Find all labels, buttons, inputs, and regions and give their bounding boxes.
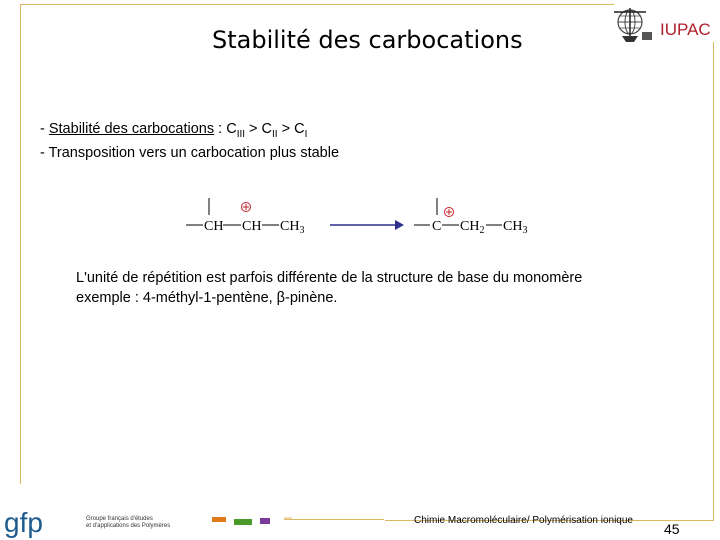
bullet-underlined-text: Stabilité des carbocations <box>48 121 215 137</box>
org-line-1: Groupe français d'études <box>86 516 153 522</box>
reaction-c-cation: C <box>432 219 442 234</box>
org-line-2: et d'applications des Polymères <box>86 523 171 529</box>
svg-text:gfp: gfp <box>4 508 43 538</box>
bullet-stability <box>40 120 339 144</box>
gfp-logo-icon <box>4 508 84 538</box>
page-number: 45 <box>664 521 680 537</box>
frame-left-line <box>20 4 21 484</box>
note-line-2: exemple : 4-méthyl-1-pentène, β-pinène. <box>76 290 338 306</box>
bullet-transposition: - Transposition vers un carbocation plus stable <box>40 144 340 161</box>
gt-c: > C <box>277 121 305 137</box>
gfp-org-name <box>86 516 170 530</box>
bullet-prefix: - <box>40 121 49 137</box>
carbon-sub-i: I <box>304 128 308 140</box>
iupac-label: IUPAC <box>660 20 711 39</box>
footer-rule <box>284 519 384 520</box>
frame-right-line <box>713 42 714 520</box>
gt-c: > C <box>245 121 273 137</box>
bullet-colon: : <box>214 121 227 137</box>
footer-caption: Chimie Macromoléculaire/ Polymérisation ionique <box>414 515 633 526</box>
reaction-ch2-right: $CH_2$ <box>460 219 485 236</box>
iupac-logo-icon <box>612 6 656 46</box>
slide-title: Stabilité des carbocations <box>212 26 523 54</box>
bullet-list <box>40 120 339 163</box>
decorative-dashes-icon <box>212 514 292 528</box>
carbon-label: C <box>226 121 237 137</box>
note-text <box>76 268 582 308</box>
reaction-ch3-right: $CH_3$ <box>503 219 528 236</box>
carbon-sub-iii: III <box>236 128 246 140</box>
carbon-sub-ii: II <box>272 128 278 140</box>
frame-top-line <box>20 4 614 5</box>
reaction-ch-left: CH <box>204 219 224 234</box>
reaction-ch-cation: CH <box>242 219 262 234</box>
note-line-1: L'unité de répétition est parfois différente de la structure de base du monomère <box>76 270 583 286</box>
reaction-ch3-left: $CH_3$ <box>280 219 305 236</box>
